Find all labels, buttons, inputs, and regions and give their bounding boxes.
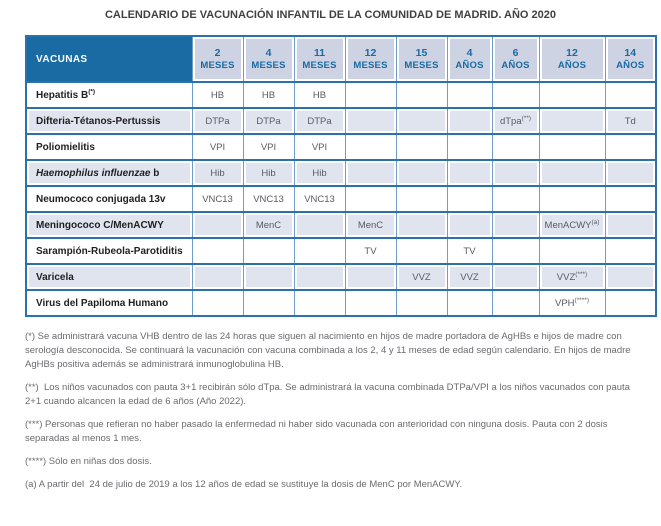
- empty-dose-cell: [492, 160, 539, 186]
- age-unit: MESES: [353, 59, 388, 71]
- vaccine-name-cell: [26, 82, 192, 108]
- dose-value: VNC13: [304, 193, 335, 205]
- dose-value: Hib: [261, 167, 276, 179]
- empty-dose-cell: [492, 290, 539, 316]
- dose-value: Hib: [312, 167, 327, 179]
- empty-dose-cell: [539, 186, 605, 212]
- empty-dose-cell: [447, 186, 492, 212]
- dose-value: HB: [261, 89, 276, 101]
- dose-value: VVZ: [460, 271, 479, 283]
- table-row: [26, 290, 656, 316]
- footnote: (*) Se administrará vacuna VHB dentro de las 24 horas que siguen al nacimiento en hijos de madre portadora de AgHBs e hijos de madre con serología desconocida. Se continuará la vacunación con vacuna combinada a los 2, 4 y 11 meses de edad según calendario. En hijos de madre AgHBs positiva además se administrará inmunoglobulina HB.: [25, 331, 633, 370]
- dose-cell: [192, 82, 243, 108]
- dose-cell: [294, 186, 345, 212]
- empty-dose-cell: [345, 108, 396, 134]
- age-number: 4: [466, 46, 473, 59]
- column-header-age-4-años: [447, 36, 492, 82]
- empty-dose-cell: [243, 264, 294, 290]
- dose-value: HB: [312, 89, 327, 101]
- vaccine-footnote-marker: (*): [88, 88, 96, 96]
- age-number: 6: [512, 46, 519, 59]
- empty-dose-cell: [396, 186, 447, 212]
- vaccine-name-cell: [26, 290, 192, 316]
- vaccine-name: Haemophilus influenzae: [36, 167, 151, 179]
- dose-cell: [539, 212, 605, 238]
- age-unit: AÑOS: [455, 59, 484, 71]
- empty-dose-cell: [294, 212, 345, 238]
- dose-value: dTpa: [499, 115, 522, 127]
- dose-footnote-marker: (a): [591, 218, 600, 226]
- dose-cell: [192, 108, 243, 134]
- column-header-vacunas: VACUNAS: [26, 36, 192, 82]
- page: [0, 9, 661, 526]
- vaccine-name: Neumococo conjugada 13v: [36, 193, 166, 205]
- table-header: [26, 36, 656, 82]
- empty-dose-cell: [345, 290, 396, 316]
- column-header-age-12-años: [539, 36, 605, 82]
- dose-cell: [294, 134, 345, 160]
- empty-dose-cell: [192, 264, 243, 290]
- dose-cell: [294, 160, 345, 186]
- dose-value: Hib: [210, 167, 225, 179]
- vaccine-name: Poliomielitis: [36, 141, 95, 153]
- table-row: [26, 82, 656, 108]
- empty-dose-cell: [539, 82, 605, 108]
- empty-dose-cell: [192, 290, 243, 316]
- empty-dose-cell: [492, 134, 539, 160]
- empty-dose-cell: [605, 160, 656, 186]
- empty-dose-cell: [539, 238, 605, 264]
- dose-value: VVZ: [412, 271, 431, 283]
- dose-value: MenC: [255, 219, 282, 231]
- dose-value: VPI: [260, 141, 277, 153]
- table-row: [26, 134, 656, 160]
- empty-dose-cell: [447, 134, 492, 160]
- dose-value: VNC13: [202, 193, 233, 205]
- column-header-age-12-meses: [345, 36, 396, 82]
- empty-dose-cell: [605, 134, 656, 160]
- table-row: [26, 186, 656, 212]
- dose-value: DTPa: [307, 115, 332, 127]
- dose-value: VVZ: [556, 271, 576, 283]
- age-number: 4: [265, 46, 272, 59]
- vaccine-name-cell: [26, 160, 192, 186]
- age-number: 14: [624, 46, 637, 59]
- age-number: 11: [313, 46, 326, 59]
- empty-dose-cell: [243, 290, 294, 316]
- age-unit: AÑOS: [616, 59, 645, 71]
- empty-dose-cell: [396, 160, 447, 186]
- empty-dose-cell: [447, 290, 492, 316]
- footnote: (***) Personas que refieran no haber pasado la enfermedad ni haber sido vacunada con anterioridad con ninguna dosis. Pauta con 2 dosis separadas al menos 1 mes.: [25, 419, 611, 444]
- empty-dose-cell: [294, 238, 345, 264]
- empty-dose-cell: [294, 290, 345, 316]
- vaccine-name: Varicela: [36, 271, 74, 283]
- dose-cell: [539, 290, 605, 316]
- dose-value: MenACWY: [544, 219, 592, 231]
- dose-footnote-marker: (**): [521, 114, 532, 122]
- vaccine-name: Hepatitis B: [36, 89, 89, 101]
- empty-dose-cell: [396, 82, 447, 108]
- dose-cell: [243, 134, 294, 160]
- empty-dose-cell: [396, 290, 447, 316]
- footnote: (****) Sólo en niñas dos dosis.: [25, 456, 152, 467]
- dose-value: DTPa: [205, 115, 230, 127]
- footnote: (**) Los niños vacunados con pauta 3+1 recibirán sólo dTpa. Se administrará la vacuna combinada DTPa/VPI a los niños vacunados con pauta 2+1 cuando alcancen la edad de 6 años (Año 2022).: [25, 382, 633, 407]
- empty-dose-cell: [492, 212, 539, 238]
- vaccine-name-cell: [26, 238, 192, 264]
- vaccine-name-suffix: b: [150, 167, 160, 179]
- dose-cell: [605, 108, 656, 134]
- dose-footnote-marker: (***): [575, 270, 588, 278]
- dose-value: DTPa: [256, 115, 281, 127]
- vaccine-name: Virus del Papiloma Humano: [36, 297, 169, 309]
- table-row: [26, 108, 656, 134]
- empty-dose-cell: [492, 186, 539, 212]
- vaccine-name-cell: [26, 186, 192, 212]
- vaccination-table: [25, 35, 657, 317]
- page-title: CALENDARIO DE VACUNACIÓN INFANTIL DE LA COMUNIDAD DE MADRID. AÑO 2020: [104, 9, 557, 21]
- header-row: [26, 36, 656, 82]
- dose-cell: [243, 82, 294, 108]
- empty-dose-cell: [605, 82, 656, 108]
- dose-cell: [447, 238, 492, 264]
- age-number: 12: [566, 46, 578, 59]
- dose-cell: [294, 108, 345, 134]
- dose-cell: [345, 212, 396, 238]
- age-number: 12: [364, 46, 377, 59]
- dose-value: VPI: [209, 141, 226, 153]
- empty-dose-cell: [345, 134, 396, 160]
- age-unit: MESES: [302, 59, 337, 71]
- age-unit: AÑOS: [501, 59, 530, 71]
- empty-dose-cell: [605, 186, 656, 212]
- dose-cell: [396, 264, 447, 290]
- dose-value: MenC: [357, 219, 384, 231]
- empty-dose-cell: [396, 212, 447, 238]
- dose-cell: [243, 186, 294, 212]
- dose-footnote-marker: (****): [574, 296, 589, 304]
- age-unit: AÑOS: [557, 59, 587, 71]
- age-unit: MESES: [404, 59, 439, 71]
- empty-dose-cell: [447, 82, 492, 108]
- empty-dose-cell: [492, 238, 539, 264]
- empty-dose-cell: [605, 212, 656, 238]
- dose-value: VPH: [555, 297, 575, 309]
- empty-dose-cell: [192, 238, 243, 264]
- age-unit: MESES: [200, 59, 235, 71]
- dose-cell: [243, 160, 294, 186]
- age-unit: MESES: [251, 59, 286, 71]
- empty-dose-cell: [294, 264, 345, 290]
- dose-cell: [243, 108, 294, 134]
- empty-dose-cell: [447, 160, 492, 186]
- dose-value: TV: [463, 245, 476, 257]
- empty-dose-cell: [539, 134, 605, 160]
- empty-dose-cell: [345, 264, 396, 290]
- vaccine-name-cell: [26, 134, 192, 160]
- empty-dose-cell: [605, 290, 656, 316]
- footnotes: [25, 330, 637, 492]
- vaccine-name: Meningococo C/MenACWY: [36, 219, 164, 231]
- age-number: 15: [415, 46, 428, 59]
- empty-dose-cell: [345, 186, 396, 212]
- dose-cell: [192, 160, 243, 186]
- empty-dose-cell: [539, 108, 605, 134]
- empty-dose-cell: [345, 160, 396, 186]
- table-row: [26, 160, 656, 186]
- dose-value: VNC13: [253, 193, 284, 205]
- empty-dose-cell: [447, 108, 492, 134]
- vaccine-name-cell: [26, 108, 192, 134]
- vaccine-name: Difteria-Tétanos-Pertussis: [36, 115, 161, 127]
- empty-dose-cell: [539, 160, 605, 186]
- dose-value: VPI: [311, 141, 328, 153]
- empty-dose-cell: [492, 264, 539, 290]
- empty-dose-cell: [345, 82, 396, 108]
- dose-cell: [447, 264, 492, 290]
- dose-cell: [243, 212, 294, 238]
- empty-dose-cell: [492, 82, 539, 108]
- dose-cell: [192, 134, 243, 160]
- empty-dose-cell: [396, 108, 447, 134]
- table-row: [26, 212, 656, 238]
- empty-dose-cell: [447, 212, 492, 238]
- footnote: (a) A partir del 24 de julio de 2019 a los 12 años de edad se sustituye la dosis de MenC por MenACWY.: [25, 479, 463, 490]
- empty-dose-cell: [605, 264, 656, 290]
- table-body: [26, 82, 656, 316]
- empty-dose-cell: [192, 212, 243, 238]
- dose-cell: [492, 108, 539, 134]
- vaccine-name-cell: [26, 212, 192, 238]
- column-header-age-4-meses: [243, 36, 294, 82]
- vaccine-name: Sarampión-Rubeola-Parotiditis: [36, 245, 183, 257]
- vaccine-name-cell: [26, 264, 192, 290]
- dose-cell: [294, 82, 345, 108]
- empty-dose-cell: [396, 238, 447, 264]
- column-header-age-15-meses: [396, 36, 447, 82]
- dose-cell: [345, 238, 396, 264]
- dose-value: Td: [624, 115, 636, 127]
- empty-dose-cell: [243, 238, 294, 264]
- dose-cell: [539, 264, 605, 290]
- column-header-age-11-meses: [294, 36, 345, 82]
- column-header-age-6-años: [492, 36, 539, 82]
- table-row: [26, 264, 656, 290]
- empty-dose-cell: [396, 134, 447, 160]
- dose-value: HB: [210, 89, 225, 101]
- age-number: 2: [214, 46, 221, 59]
- dose-cell: [192, 186, 243, 212]
- table-row: [26, 238, 656, 264]
- empty-dose-cell: [605, 238, 656, 264]
- dose-value: TV: [364, 245, 377, 257]
- column-header-age-2-meses: [192, 36, 243, 82]
- column-header-age-14-años: [605, 36, 656, 82]
